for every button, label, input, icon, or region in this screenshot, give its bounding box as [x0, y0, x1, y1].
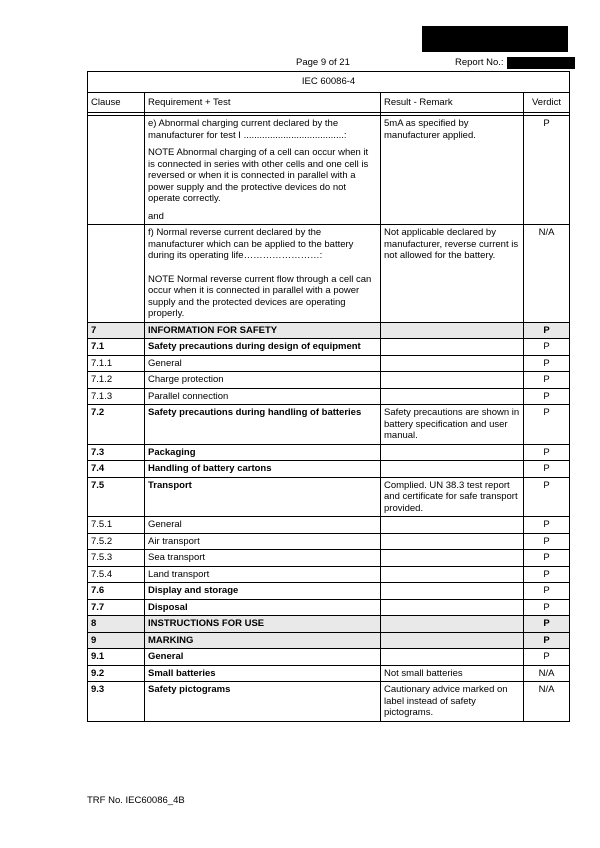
table-row [88, 322, 570, 339]
clause-cell: 9.3 [88, 682, 145, 722]
table-row [88, 665, 570, 682]
verdict-cell: P [524, 461, 570, 478]
table-row [88, 388, 570, 405]
table-row [88, 355, 570, 372]
requirement-cell: Charge protection [145, 372, 381, 389]
table-row [88, 682, 570, 722]
requirement-cell: Parallel connection [145, 388, 381, 405]
table-row [88, 405, 570, 445]
result-cell [381, 583, 524, 600]
result-cell [381, 372, 524, 389]
table-row [88, 599, 570, 616]
requirement-cell: Safety precautions during handling of batteries [145, 405, 381, 445]
result-cell: Safety precautions are shown in battery specification and user manual. [381, 405, 524, 445]
column-header-verdict: Verdict [524, 92, 570, 113]
verdict-cell: P [524, 517, 570, 534]
requirement-cell: Safety precautions during design of equipment [145, 339, 381, 356]
clause-cell: 7.1.3 [88, 388, 145, 405]
page-number: Page 9 of 21 [296, 57, 350, 68]
redaction-box-report-number [507, 57, 575, 69]
requirement-cell: Small batteries [145, 665, 381, 682]
verdict-cell: P [524, 405, 570, 445]
verdict-cell: P [524, 444, 570, 461]
table-row [88, 583, 570, 600]
clause-cell: 7.1.1 [88, 355, 145, 372]
table-row-block-f [88, 225, 570, 323]
result-cell: Cautionary advice marked on label instead of safety pictograms. [381, 682, 524, 722]
verdict-cell: N/A [524, 665, 570, 682]
clause-cell: 7 [88, 322, 145, 339]
clause-cell: 7.1 [88, 339, 145, 356]
requirement-cell [145, 116, 381, 225]
requirement-cell: INFORMATION FOR SAFETY [145, 322, 381, 339]
result-cell [381, 322, 524, 339]
clause-cell: 7.5.4 [88, 566, 145, 583]
result-cell [381, 550, 524, 567]
clause-cell: 7.2 [88, 405, 145, 445]
clause-cell: 9.2 [88, 665, 145, 682]
table-row-block-e [88, 116, 570, 225]
table-row [88, 566, 570, 583]
requirement-cell: INSTRUCTIONS FOR USE [145, 616, 381, 633]
verdict-cell: P [524, 388, 570, 405]
clause-cell: 9.1 [88, 649, 145, 666]
result-cell [381, 388, 524, 405]
clause-cell: 8 [88, 616, 145, 633]
result-cell [381, 649, 524, 666]
test-report-table [87, 71, 570, 722]
clause-cell: 7.5 [88, 477, 145, 517]
result-cell [381, 517, 524, 534]
verdict-cell: P [524, 599, 570, 616]
requirement-cell: Disposal [145, 599, 381, 616]
verdict-cell: P [524, 616, 570, 633]
table-row [88, 477, 570, 517]
requirement-text: f) Normal reverse current declared by the manufacturer which can be applied to the battery during its operating life……………………: [148, 227, 354, 261]
requirement-cell: Packaging [145, 444, 381, 461]
result-cell: Not small batteries [381, 665, 524, 682]
redaction-box-top [422, 26, 568, 52]
verdict-cell: P [524, 339, 570, 356]
requirement-cell: Air transport [145, 533, 381, 550]
table-row [88, 444, 570, 461]
footer-trf-number: TRF No. IEC60086_4B [87, 795, 185, 806]
verdict-cell: P [524, 322, 570, 339]
verdict-cell: P [524, 649, 570, 666]
table-row [88, 339, 570, 356]
clause-cell: 7.5.1 [88, 517, 145, 534]
result-cell: Complied. UN 38.3 test report and certificate for safe transport provided. [381, 477, 524, 517]
and-text: and [148, 210, 164, 222]
verdict-cell: P [524, 533, 570, 550]
clause-cell [88, 116, 145, 225]
verdict-cell: N/A [524, 682, 570, 722]
verdict-cell: P [524, 583, 570, 600]
table-row [88, 517, 570, 534]
clause-cell: 7.6 [88, 583, 145, 600]
table-row [88, 533, 570, 550]
clause-cell: 7.3 [88, 444, 145, 461]
result-cell [381, 355, 524, 372]
table-row [88, 550, 570, 567]
clause-cell: 7.4 [88, 461, 145, 478]
requirement-cell: Land transport [145, 566, 381, 583]
verdict-cell: P [524, 116, 570, 225]
verdict-cell: P [524, 566, 570, 583]
requirement-cell: General [145, 649, 381, 666]
requirement-cell [145, 225, 381, 323]
table-row [88, 649, 570, 666]
result-cell [381, 533, 524, 550]
column-header-result: Result - Remark [381, 92, 524, 113]
requirement-cell: Handling of battery cartons [145, 461, 381, 478]
requirement-cell: General [145, 517, 381, 534]
requirement-cell: General [145, 355, 381, 372]
result-cell: 5mA as specified by manufacturer applied. [381, 116, 524, 225]
table-row [88, 632, 570, 649]
clause-cell: 7.1.2 [88, 372, 145, 389]
result-cell: Not applicable declared by manufacturer, reverse current is not allowed for the battery. [381, 225, 524, 323]
verdict-cell: P [524, 632, 570, 649]
clause-cell: 7.7 [88, 599, 145, 616]
result-cell [381, 444, 524, 461]
result-cell [381, 632, 524, 649]
note-text: NOTE Abnormal charging of a cell can occur when it is connected in series with other cells and one cell is reversed or when it is connected in parallel with a power supply and the protective devices do not operate correctly. [148, 147, 369, 204]
clause-cell: 7.5.2 [88, 533, 145, 550]
column-header-requirement: Requirement + Test [145, 92, 381, 113]
table-row [88, 372, 570, 389]
table-row [88, 616, 570, 633]
result-cell [381, 461, 524, 478]
standard-title: IEC 60086-4 [88, 72, 570, 93]
clause-cell: 9 [88, 632, 145, 649]
requirement-text: e) Abnormal charging current declared by the manufacturer for test I ......................................: [148, 118, 347, 141]
note-text: NOTE Normal reverse current flow through a cell can occur when it is connected in parallel with a power supply and the protected devices are operating properly. [148, 273, 372, 319]
verdict-cell: P [524, 477, 570, 517]
requirement-cell: Safety pictograms [145, 682, 381, 722]
verdict-cell: N/A [524, 225, 570, 323]
result-cell [381, 566, 524, 583]
verdict-cell: P [524, 355, 570, 372]
result-cell [381, 616, 524, 633]
requirement-cell: Display and storage [145, 583, 381, 600]
verdict-cell: P [524, 550, 570, 567]
clause-cell: 7.5.3 [88, 550, 145, 567]
table-row [88, 461, 570, 478]
column-header-clause: Clause [88, 92, 145, 113]
requirement-cell: Sea transport [145, 550, 381, 567]
requirement-cell: Transport [145, 477, 381, 517]
requirement-cell: MARKING [145, 632, 381, 649]
result-cell [381, 339, 524, 356]
clause-cell [88, 225, 145, 323]
result-cell [381, 599, 524, 616]
verdict-cell: P [524, 372, 570, 389]
report-number-label: Report No.: [455, 57, 504, 68]
